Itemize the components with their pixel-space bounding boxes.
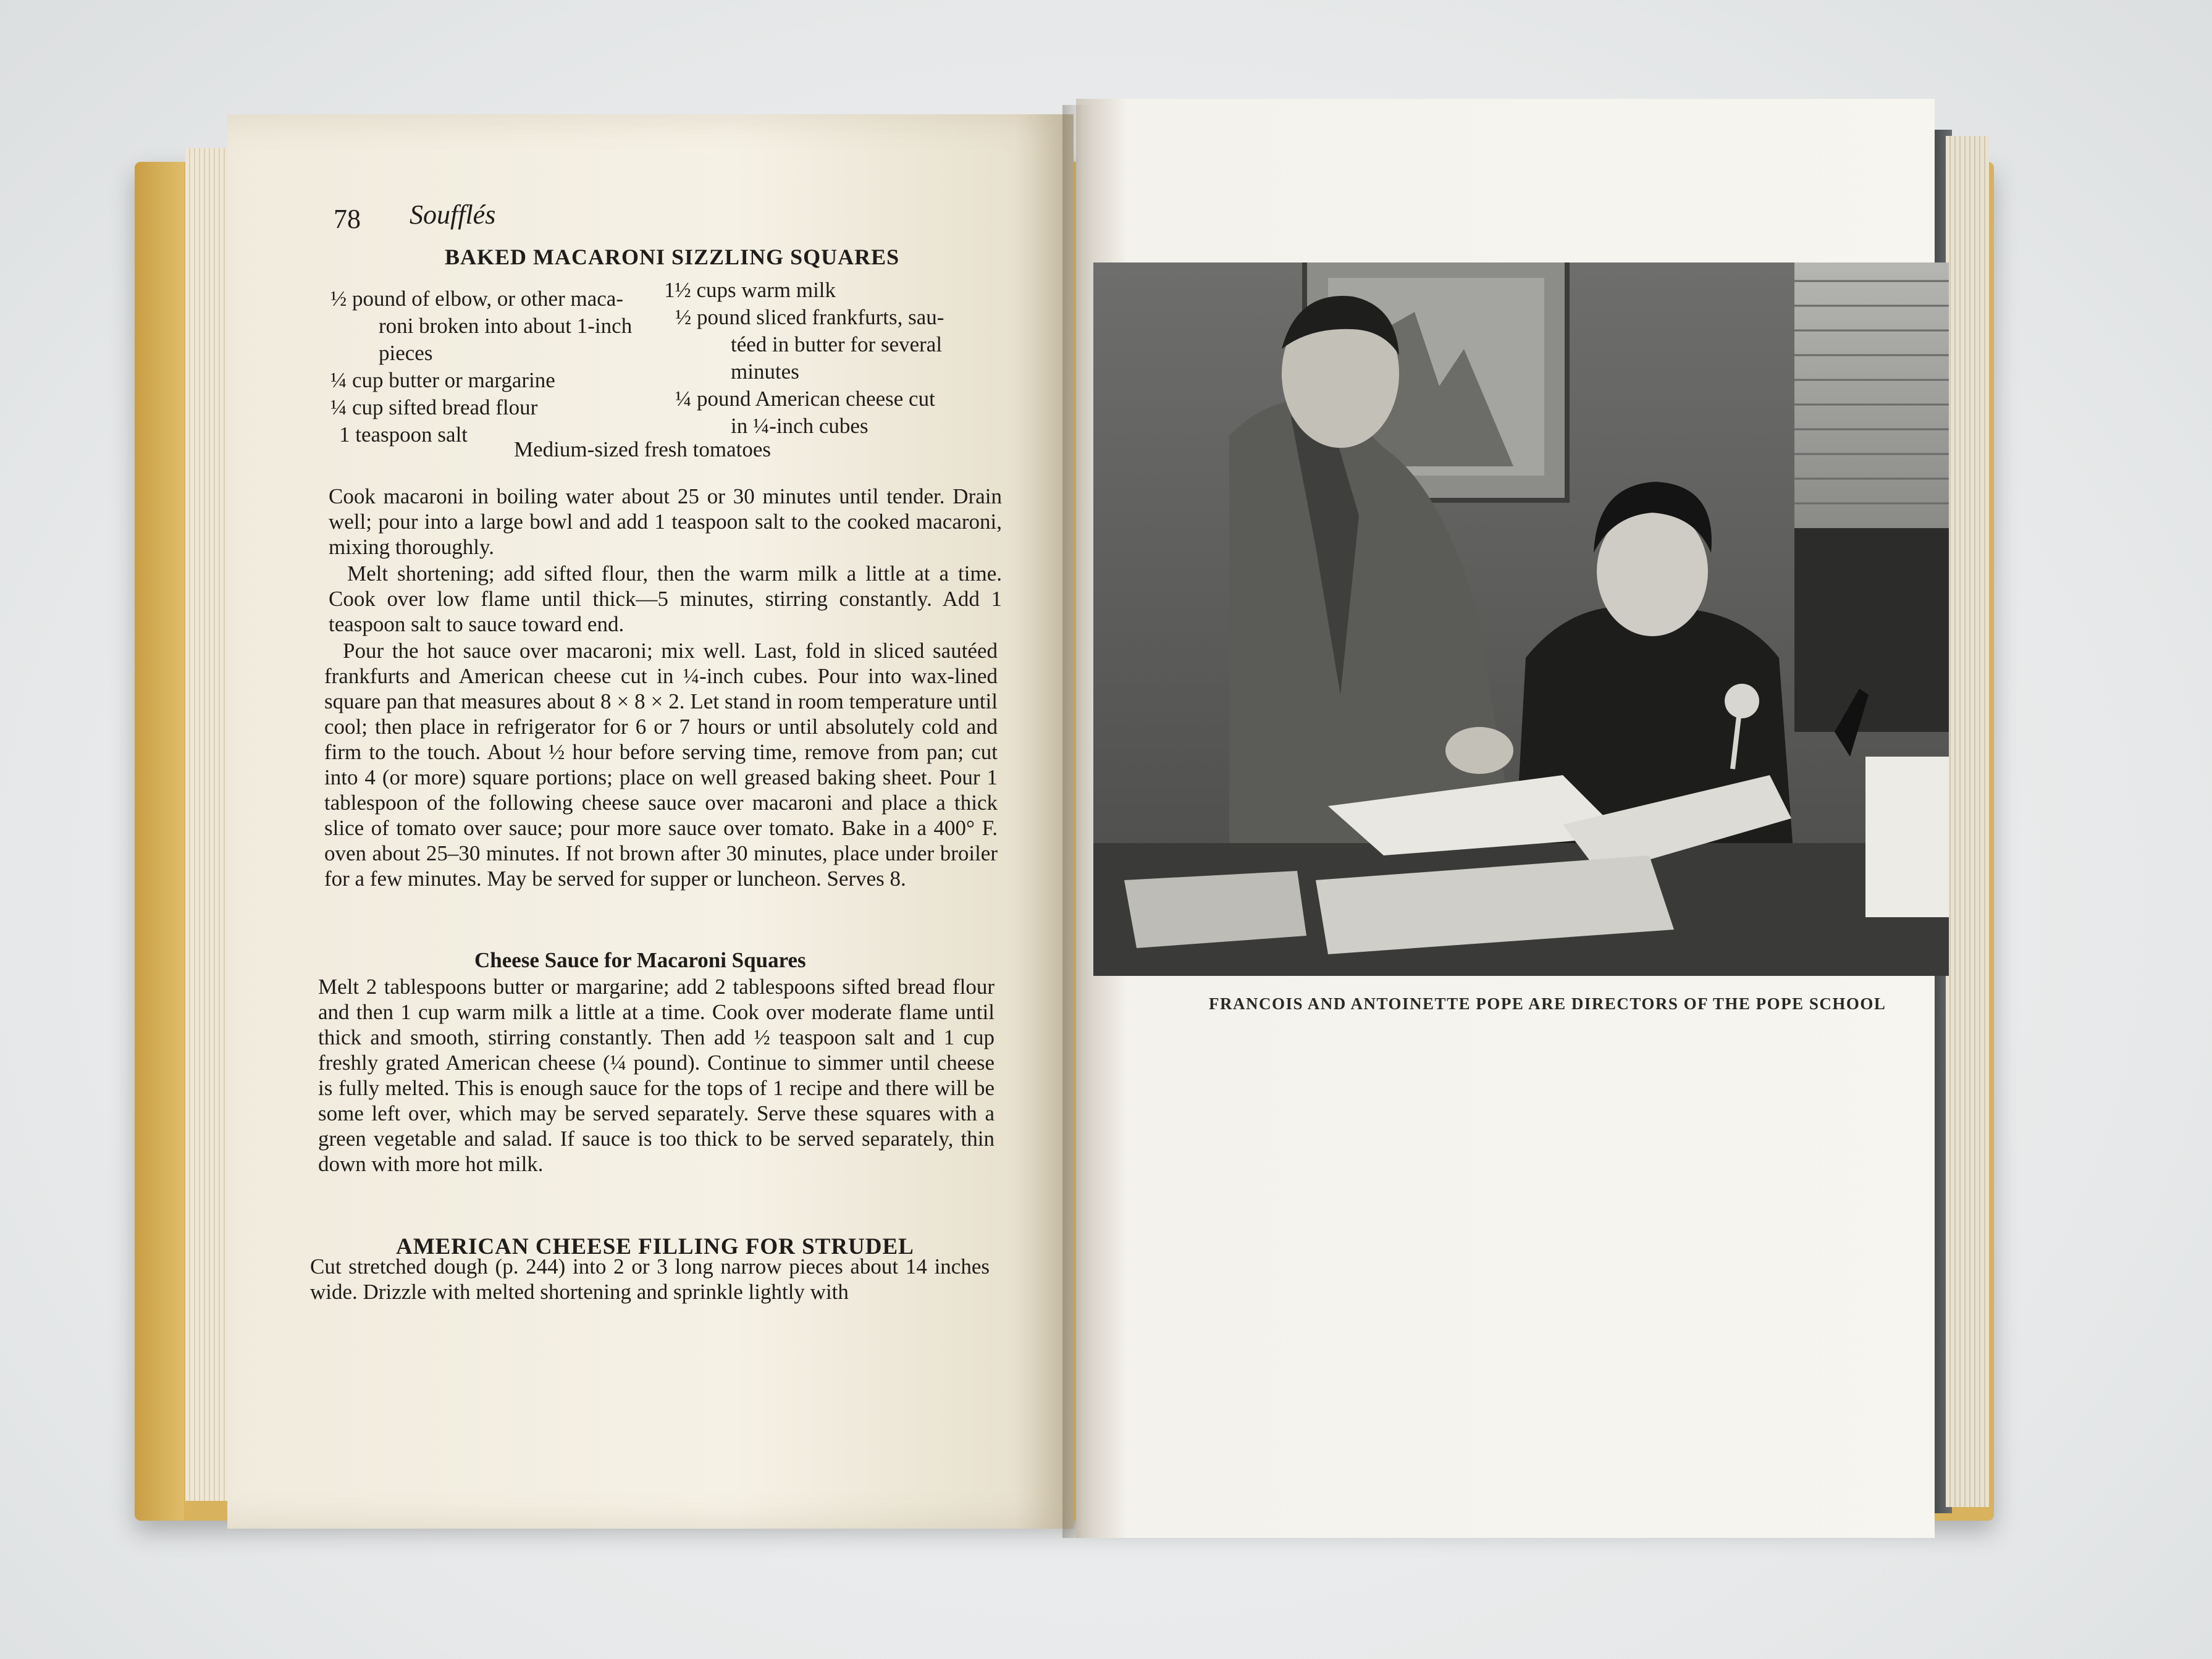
recipe-title: AMERICAN CHEESE FILLING FOR STRUDEL bbox=[396, 1234, 914, 1259]
ingredients-left-column bbox=[330, 285, 652, 448]
ingredient-line: ½ pound sliced frankfurts, sau- bbox=[675, 305, 944, 329]
ingredient-line: pieces bbox=[379, 341, 433, 365]
book-gutter bbox=[1062, 105, 1093, 1538]
ingredient-tomatoes: Medium-sized fresh tomatoes bbox=[514, 437, 772, 461]
ingredient-line: minutes bbox=[731, 359, 799, 384]
recipe-title: BAKED MACARONI SIZZLING SQUARES bbox=[445, 245, 900, 269]
ingredient-line: ½ pound of elbow, or other maca- bbox=[330, 287, 623, 311]
ingredient-line: ¼ pound American cheese cut bbox=[675, 387, 935, 411]
right-page-stack bbox=[1946, 136, 1989, 1507]
recipe-paragraph: Cut stretched dough (p. 244) into 2 or 3 long narrow pieces about 14 inches wide. Drizzle with melted shortening and sprinkle lightly with bbox=[310, 1254, 990, 1304]
sauce-paragraph: Melt 2 tablespoons butter or margarine; add 2 tablespoons sifted bread flour and then 1 cup warm milk a little at a time. Cook over moderate flame until thick and smooth, stirring constantly. Then add ½ teaspoon salt and 1 cup freshly grated American cheese (¼ pound). Continue to simmer until cheese is fully melted. This is enough sauce for the tops of 1 recipe and there will be some left over, which may be served separately. Serve these squares with a green vegetable and salad. If sauce is too thick to be served separately, thin down with more hot milk. bbox=[318, 975, 995, 1176]
photograph bbox=[1093, 262, 1949, 976]
method-paragraph: Melt shortening; add sifted flour, then the warm milk a little at a time. Cook over low flame until thick—5 minutes, stirring constantly. Add 1 teaspoon salt to sauce toward end. bbox=[329, 561, 1002, 636]
ingredients-right-column bbox=[664, 277, 1010, 440]
method-paragraph: Pour the hot sauce over macaroni; mix well. Last, fold in sliced sautéed frankfurts and American cheese cut in ¼-inch cubes. Pour into wax-lined square pan that measures about 8 × 8 × 2. Let stand in room temperature until cool; then place in refrigerator for 6 or 7 hours or until absolutely cold and firm to the touch. About ½ hour before serving time, remove from pan; cut into 4 (or more) square portions; place on well greased baking sheet. Pour 1 tablespoon of the following cheese sauce over macaroni and place a thick slice of tomato over sauce; pour more sauce over tomato. Bake in a 400° F. oven about 25–30 minutes. If not brown after 30 minutes, place under broiler for a few minutes. May be served for supper or luncheon. Serves 8. bbox=[324, 639, 998, 891]
book-cover-edge bbox=[135, 162, 184, 1521]
sauce-title: Cheese Sauce for Macaroni Squares bbox=[474, 948, 806, 972]
running-head: Soufflés bbox=[410, 200, 496, 230]
ingredient-line: 1 teaspoon salt bbox=[339, 422, 468, 447]
page-number: 78 bbox=[334, 204, 361, 234]
ingredient-line: in ¼-inch cubes bbox=[731, 414, 868, 438]
ingredient-line: roni broken into about 1-inch bbox=[379, 314, 633, 338]
method-paragraph: Cook macaroni in boiling water about 25 or 30 minutes until tender. Drain well; pour into a large bowl and add 1 teaspoon salt to the cooked macaroni, mixing thoroughly. bbox=[329, 484, 1002, 559]
ingredient-line: ¼ cup sifted bread flour bbox=[330, 395, 538, 419]
ingredient-line: ¼ cup butter or margarine bbox=[330, 368, 555, 392]
photo-caption: FRANCOIS AND ANTOINETTE POPE ARE DIRECTORS OF THE POPE SCHOOL bbox=[1209, 994, 1886, 1013]
ingredient-line: téed in butter for several bbox=[731, 332, 943, 356]
ingredient-line: 1½ cups warm milk bbox=[664, 278, 836, 302]
